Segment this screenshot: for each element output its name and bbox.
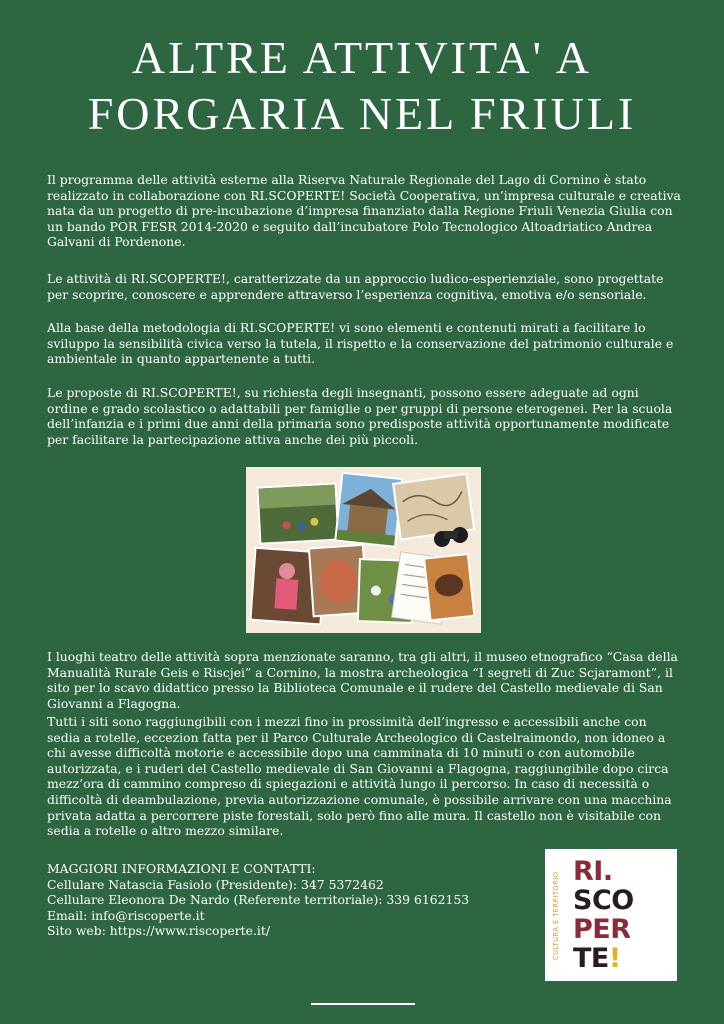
logo-line-4-text: TE <box>573 943 609 974</box>
logo-tagline: CULTURA E TERRITORIO <box>552 871 560 961</box>
paragraph-text: Il programma delle attività esterne alla Riserva Naturale Regionale del Lago di Cornino è stato realizzato in collaborazione con RI.SCOPERTE! Società Cooperativa, un’impresa culturale e creativa nata da un progetto di pre-incubazione d’impresa finanziato dalla Regione Friuli Venezia Giulia con un bando POR FESR 2014-2020 e seguito dall’incubatore Polo Tecnologico Altoadriatico Andrea Galvani di Pordenone. <box>47 172 681 250</box>
collage-graphic <box>246 467 481 633</box>
contact-phone-president: Cellulare Natascia Fasiolo (Presidente): 347 5372462 <box>47 876 384 892</box>
logo-line-3: PER <box>573 914 631 945</box>
paragraph-approach <box>47 271 683 302</box>
logo-line-2: SCO <box>573 885 634 916</box>
paragraph-text: I luoghi teatro delle attività sopra menzionate saranno, tra gli altri, il museo etnografico “Casa della Manualità Rurale Geis e Riscjei” a Cornino, la mostra archeologica “I segreti di Zuc Scjaramont”, il sito per lo scavo didattico presso la Biblioteca Comunale e il rudere del Castello medievale di San Giovanni a Flagogna. <box>47 649 678 711</box>
contact-phone-referent: Cellulare Eleonora De Nardo (Referente territoriale): 339 6162153 <box>47 892 470 908</box>
logo-wordmark <box>573 857 634 973</box>
paragraph-accessibility <box>47 714 683 839</box>
title-line-1: ALTRE ATTIVITA' A <box>131 32 593 83</box>
page-title <box>0 30 724 142</box>
logo-line-1: RI. <box>573 856 613 887</box>
bottom-divider <box>311 1003 415 1005</box>
riscoperte-logo <box>545 849 677 981</box>
paragraph-text: Tutti i siti sono raggiungibili con i mezzi fino in prossimità dell’ingresso e accessibili anche con sedia a rotelle, eccezion fatta per il Parco Culturale Archeologico di Castelraimondo, non idoneo a chi avesse difficoltà motorie e accessibile dopo una camminata di 10 minuti o con automobile autorizzata, e i ruderi del Castello medievale di San Giovanni a Flagogna, raggiungibile dopo circa mezz’ora di cammino compreso di spiegazioni e attività lungo il percorso. In caso di necessità o difficoltà di deambulazione, previa autorizzazione comunale, è possibile arrivare con una macchina privata adatta a percorrere piste forestali, solo però fino alle mura. Il castello non è visitabile con sedia a rotelle o altro mezzo similare. <box>47 714 672 839</box>
paragraph-text: Alla base della metodologia di RI.SCOPERTE! vi sono elementi e contenuti mirati a facilitare lo sviluppo la sensibilità civica verso la tutela, il rispetto e la conservazione del patrimonio culturale e ambientale in quanto appartenente a tutti. <box>47 320 674 367</box>
contact-website[interactable]: Sito web: https://www.riscoperte.it/ <box>47 923 271 939</box>
contacts-heading: MAGGIORI INFORMAZIONI E CONTATTI: <box>47 861 316 876</box>
activities-photo-collage <box>246 467 481 633</box>
paragraph-intro <box>47 172 683 250</box>
title-line-2: FORGARIA NEL FRIULI <box>87 88 637 139</box>
logo-line-4 <box>573 944 634 973</box>
paragraph-locations <box>47 649 683 711</box>
paragraph-proposals <box>47 385 683 447</box>
paragraph-text: Le proposte di RI.SCOPERTE!, su richiesta degli insegnanti, possono essere adeguate ad ogni ordine e grado scolastico o adattabili per famiglie o per gruppi di persone eterogenei. Per la scuola dell’infanzia e i primi due anni della primaria sono predisposte attività opportunamente modificate per facilitare la partecipazione attiva anche dei più piccoli. <box>47 385 673 447</box>
paragraph-text: Le attività di RI.SCOPERTE!, caratterizzate da un approccio ludico-esperienziale, sono progettate per scoprire, conoscere e apprendere attraverso l’esperienza cognitiva, emotiva e/o sensoriale. <box>47 271 664 302</box>
contact-email[interactable]: Email: info@riscoperte.it <box>47 907 205 923</box>
logo-exclamation: ! <box>608 943 621 974</box>
paragraph-methodology <box>47 320 683 367</box>
